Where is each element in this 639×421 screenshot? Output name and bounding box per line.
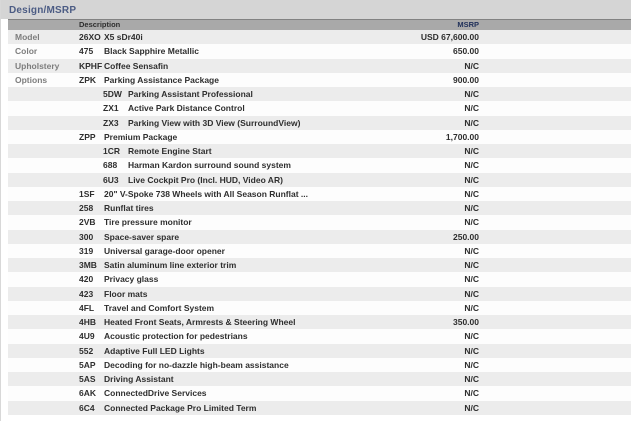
option-name: Universal garage-door opener: [104, 245, 225, 256]
table-row: [8, 87, 631, 101]
row-label: [8, 386, 79, 400]
table-row: [8, 201, 631, 215]
table-row: [8, 272, 631, 286]
option-description: [79, 130, 369, 144]
msrp-value: N/C: [464, 174, 479, 185]
option-name: Coffee Sensafin: [104, 60, 169, 71]
option-name: Parking Assistance Package: [104, 74, 219, 85]
row-label: [8, 287, 79, 301]
row-spacer: [479, 201, 631, 215]
option-description: [79, 44, 369, 58]
option-description: [79, 329, 369, 343]
option-name: Runflat tires: [104, 203, 154, 213]
row-label: [8, 116, 79, 130]
msrp-value: USD 67,600.00: [420, 32, 479, 42]
row-label: [8, 87, 79, 101]
row-label: [8, 358, 79, 372]
msrp-value: N/C: [464, 302, 479, 313]
option-description: [79, 344, 369, 358]
option-description: [79, 372, 369, 386]
option-code: ZX3: [103, 117, 119, 128]
msrp-value: N/C: [464, 245, 479, 256]
option-description: [79, 272, 369, 286]
table-row: [8, 358, 631, 372]
table-row: [8, 301, 631, 315]
option-code: 3MB: [79, 260, 97, 270]
option-description: [79, 101, 369, 115]
option-name: Remote Engine Start: [128, 146, 212, 156]
option-name: Satin aluminum line exterior trim: [104, 260, 237, 270]
option-description: [79, 187, 369, 201]
option-name: Active Park Distance Control: [128, 103, 245, 114]
table-row: [8, 215, 631, 229]
option-code: 258: [79, 203, 94, 213]
row-spacer: [479, 372, 631, 386]
option-code: 552: [79, 345, 94, 356]
table-row: [8, 30, 631, 44]
row-label: [8, 244, 79, 258]
table-row: [8, 344, 631, 358]
table-row: [8, 130, 631, 144]
row-label: [8, 301, 79, 315]
row-label: [8, 101, 79, 115]
option-description: [79, 116, 369, 130]
row-spacer: [479, 315, 631, 329]
option-name: Premium Package: [104, 131, 178, 142]
row-spacer: [479, 344, 631, 358]
option-name: Space-saver spare: [104, 231, 180, 242]
option-name: X5 sDr40i: [104, 32, 143, 42]
row-label: [8, 173, 79, 187]
msrp-value: N/C: [464, 288, 479, 299]
msrp-value: N/C: [464, 274, 479, 285]
option-description: [79, 87, 369, 101]
msrp-value: 650.00: [453, 46, 479, 57]
row-spacer: [479, 272, 631, 286]
option-description: [79, 315, 369, 329]
column-header-spacer: [8, 20, 79, 30]
row-label: [8, 144, 79, 158]
option-name: Heated Front Seats, Armrests & Steering Wheel: [104, 317, 296, 327]
row-label: Color: [15, 46, 38, 57]
msrp-value: 900.00: [453, 74, 479, 85]
table-row: [8, 59, 631, 73]
table-row: [8, 173, 631, 187]
option-code: ZPK: [79, 74, 96, 85]
option-name: Driving Assistant: [104, 374, 174, 384]
row-label: [8, 215, 79, 229]
msrp-value: N/C: [464, 217, 479, 228]
msrp-value: N/C: [464, 388, 479, 399]
option-name: Parking View with 3D View (SurroundView): [128, 117, 301, 128]
column-header-description: Description: [79, 20, 121, 29]
msrp-value: 350.00: [453, 317, 479, 327]
row-label: [8, 230, 79, 244]
option-name: Acoustic protection for pedestrians: [104, 331, 248, 342]
msrp-value: N/C: [464, 89, 479, 99]
row-label: [8, 329, 79, 343]
table-row: [8, 116, 631, 130]
row-spacer: [479, 30, 631, 44]
option-code: 1CR: [103, 146, 121, 156]
row-spacer: [479, 144, 631, 158]
msrp-value: N/C: [464, 345, 479, 356]
row-spacer: [479, 358, 631, 372]
option-name: Harman Kardon surround sound system: [128, 160, 291, 171]
option-code: 420: [79, 274, 94, 285]
msrp-value: N/C: [464, 260, 479, 270]
row-label: [8, 401, 79, 415]
row-spacer: [479, 158, 631, 172]
msrp-value: 1,700.00: [445, 131, 479, 142]
row-spacer: [479, 301, 631, 315]
row-label: Options: [15, 74, 48, 85]
row-spacer: [479, 386, 631, 400]
row-spacer: [479, 401, 631, 415]
option-code: 2VB: [79, 217, 96, 228]
option-description: [79, 258, 369, 272]
msrp-value: N/C: [464, 359, 479, 370]
table-row: [8, 315, 631, 329]
option-name: Tire pressure monitor: [104, 217, 192, 228]
row-spacer: [479, 173, 631, 187]
option-code: 423: [79, 288, 94, 299]
msrp-value: N/C: [464, 117, 479, 128]
option-name: Decoding for no-dazzle high-beam assistance: [104, 359, 289, 370]
option-code: 1SF: [79, 188, 95, 199]
title-band: [1, 0, 631, 19]
option-name: 20" V-Spoke 738 Wheels with All Season Runflat ...: [104, 188, 308, 199]
option-code: 4FL: [79, 302, 95, 313]
row-spacer: [479, 230, 631, 244]
option-code: 688: [103, 160, 118, 171]
msrp-value: N/C: [464, 160, 479, 171]
table-body: [8, 30, 631, 415]
column-header-spacer-right: [479, 20, 631, 30]
msrp-value: N/C: [464, 402, 479, 413]
option-code: 4HB: [79, 317, 97, 327]
row-spacer: [479, 329, 631, 343]
option-code: 5AP: [79, 359, 96, 370]
equipment-table: [8, 19, 631, 415]
table-row: [8, 73, 631, 87]
option-description: [79, 244, 369, 258]
table-row: [8, 187, 631, 201]
page-title: Design/MSRP: [9, 5, 77, 16]
option-name: Floor mats: [104, 288, 148, 299]
row-label: [8, 258, 79, 272]
row-label: [8, 201, 79, 215]
option-description: [79, 30, 369, 44]
table-row: [8, 44, 631, 58]
row-spacer: [479, 130, 631, 144]
msrp-value: N/C: [464, 188, 479, 199]
table-row: [8, 287, 631, 301]
option-description: [79, 201, 369, 215]
row-label: [8, 344, 79, 358]
option-description: [79, 287, 369, 301]
option-name: Travel and Comfort System: [104, 302, 215, 313]
row-label: [8, 187, 79, 201]
msrp-value: N/C: [464, 146, 479, 156]
table-row: [8, 101, 631, 115]
option-code: ZX1: [103, 103, 119, 114]
row-label: [8, 315, 79, 329]
option-name: Black Sapphire Metallic: [104, 46, 199, 57]
option-description: [79, 401, 369, 415]
table-row: [8, 386, 631, 400]
msrp-value: N/C: [464, 331, 479, 342]
table-row: [8, 158, 631, 172]
option-code: 300: [79, 231, 94, 242]
row-label: Upholstery: [15, 60, 60, 71]
row-spacer: [479, 258, 631, 272]
option-name: Connected Package Pro Limited Term: [104, 402, 257, 413]
option-name: Live Cockpit Pro (Incl. HUD, Video AR): [128, 174, 283, 185]
option-code: 26XO: [79, 32, 101, 42]
option-code: 319: [79, 245, 94, 256]
option-description: [79, 358, 369, 372]
msrp-value: N/C: [464, 103, 479, 114]
option-description: [79, 59, 369, 73]
row-spacer: [479, 116, 631, 130]
option-description: [79, 73, 369, 87]
option-description: [79, 158, 369, 172]
row-spacer: [479, 215, 631, 229]
option-description: [79, 144, 369, 158]
option-code: 6AK: [79, 388, 97, 399]
msrp-value: N/C: [464, 203, 479, 213]
table-row: [8, 329, 631, 343]
column-header-msrp: MSRP: [457, 20, 479, 29]
table-row: [8, 144, 631, 158]
option-code: KPHF: [79, 60, 103, 71]
option-code: ZPP: [79, 131, 96, 142]
option-name: ConnectedDrive Services: [104, 388, 207, 399]
table-row: [8, 401, 631, 415]
option-description: [79, 215, 369, 229]
option-code: 5DW: [103, 89, 122, 99]
row-label: Model: [15, 32, 40, 42]
option-code: 4U9: [79, 331, 95, 342]
option-name: Adaptive Full LED Lights: [104, 345, 205, 356]
row-spacer: [479, 287, 631, 301]
option-description: [79, 230, 369, 244]
table-header: [8, 19, 631, 30]
table-row: [8, 230, 631, 244]
row-label: [8, 158, 79, 172]
option-name: Privacy glass: [104, 274, 159, 285]
row-spacer: [479, 44, 631, 58]
option-code: 475: [79, 46, 94, 57]
option-description: [79, 173, 369, 187]
table-row: [8, 244, 631, 258]
row-label: [8, 272, 79, 286]
msrp-value: N/C: [464, 374, 479, 384]
option-code: 5AS: [79, 374, 96, 384]
row-spacer: [479, 244, 631, 258]
row-spacer: [479, 187, 631, 201]
option-description: [79, 386, 369, 400]
row-spacer: [479, 59, 631, 73]
row-label: [8, 372, 79, 386]
row-spacer: [479, 87, 631, 101]
table-row: [8, 372, 631, 386]
msrp-value: 250.00: [453, 231, 479, 242]
msrp-value: N/C: [464, 60, 479, 71]
table-row: [8, 258, 631, 272]
row-spacer: [479, 101, 631, 115]
option-code: 6C4: [79, 402, 95, 413]
option-name: Parking Assistant Professional: [128, 89, 253, 99]
option-code: 6U3: [103, 174, 119, 185]
row-spacer: [479, 73, 631, 87]
row-label: [8, 130, 79, 144]
option-description: [79, 301, 369, 315]
